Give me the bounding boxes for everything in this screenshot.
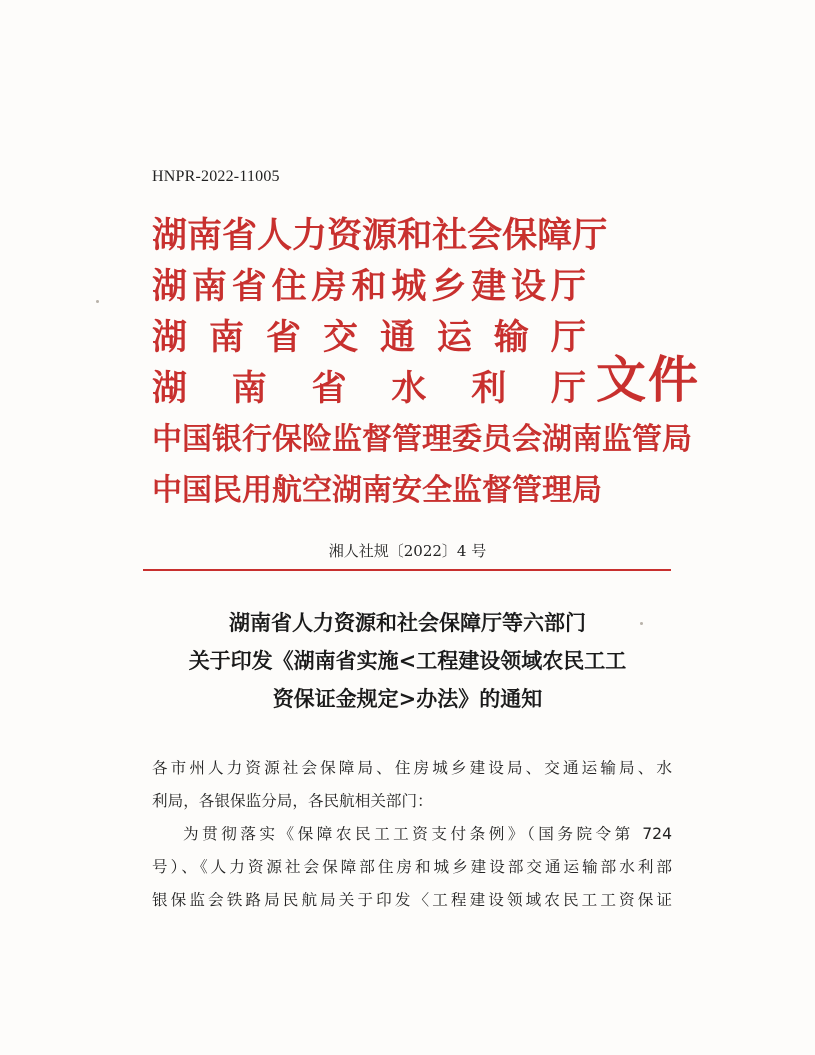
issuer-char: 管 bbox=[392, 422, 422, 457]
issuer-char: 水 bbox=[391, 368, 427, 409]
issuer-char: 南 bbox=[362, 473, 392, 508]
issuer-char: 理 bbox=[542, 473, 572, 508]
issuer-char: 国 bbox=[182, 422, 212, 457]
issuer-char: 民 bbox=[212, 473, 242, 508]
issuer-char: 运 bbox=[436, 317, 472, 358]
issuer-char: 省 bbox=[311, 368, 347, 409]
body-line: 银保监会铁路局民航局关于印发〈工程建设领域农民工工资保证 bbox=[152, 891, 672, 909]
body-line: 为贯彻落实《保障农民工工资支付条例》（国务院令第 724 bbox=[183, 825, 672, 843]
document-number: 湘人社规〔2022〕4 号 bbox=[328, 542, 487, 560]
issuer-char: 南 bbox=[187, 215, 223, 256]
issuer-char: 局 bbox=[662, 422, 692, 457]
issuer-char: 厅 bbox=[550, 317, 586, 358]
body-line: 号）、《人力资源社会保障部住房和城乡建设部交通运输部水利部 bbox=[152, 858, 672, 876]
issuer-char: 房 bbox=[311, 266, 347, 307]
issuer-char: 南 bbox=[572, 422, 602, 457]
issuer-char: 湖 bbox=[542, 422, 572, 457]
issuer-char: 银 bbox=[212, 422, 242, 457]
notice-title bbox=[0, 604, 815, 718]
issuer-char: 保 bbox=[502, 215, 538, 256]
issuer-char: 通 bbox=[379, 317, 415, 358]
issuer-char: 中 bbox=[152, 422, 182, 457]
issuer-char: 监 bbox=[452, 473, 482, 508]
issuer-char: 管 bbox=[512, 473, 542, 508]
issuer-char: 省 bbox=[231, 266, 267, 307]
issuer-water bbox=[152, 363, 586, 414]
issuer-char: 员 bbox=[482, 422, 512, 457]
issuer-char: 会 bbox=[467, 215, 503, 256]
issuer-char: 城 bbox=[391, 266, 427, 307]
issuer-char: 省 bbox=[265, 317, 301, 358]
issuer-char: 用 bbox=[242, 473, 272, 508]
scan-speck bbox=[96, 300, 99, 303]
issuer-char: 设 bbox=[511, 266, 547, 307]
issuer-char: 交 bbox=[322, 317, 358, 358]
body-line: 利局，各银保监分局，各民航相关部门： bbox=[152, 792, 433, 810]
issuer-char: 输 bbox=[493, 317, 529, 358]
issuer-char: 人 bbox=[257, 215, 293, 256]
issuer-transport bbox=[152, 312, 586, 363]
issuer-char: 监 bbox=[602, 422, 632, 457]
issuer-char: 会 bbox=[512, 422, 542, 457]
issuer-char: 行 bbox=[242, 422, 272, 457]
issuer-char: 局 bbox=[572, 473, 602, 508]
issuer-char: 障 bbox=[537, 215, 573, 256]
issuer-char: 厅 bbox=[550, 368, 586, 409]
issuer-char: 省 bbox=[222, 215, 258, 256]
scan-speck bbox=[640, 622, 643, 625]
title-line: 湖南省人力资源和社会保障厅等六部门 bbox=[229, 610, 586, 635]
issuer-char: 险 bbox=[302, 422, 332, 457]
issuer-char: 南 bbox=[231, 368, 267, 409]
issuer-char: 理 bbox=[422, 422, 452, 457]
issuer-char: 住 bbox=[271, 266, 307, 307]
issuer-char: 利 bbox=[471, 368, 507, 409]
document-code: HNPR-2022-11005 bbox=[152, 168, 280, 185]
issuer-cbirc bbox=[152, 414, 692, 465]
title-line: 资保证金规定>办法》的通知 bbox=[272, 686, 543, 711]
red-divider bbox=[143, 569, 671, 571]
issuer-char: 资 bbox=[327, 215, 363, 256]
issuer-char: 委 bbox=[452, 422, 482, 457]
title-line: 关于印发《湖南省实施<工程建设领域农民工工 bbox=[188, 648, 627, 673]
issuer-char: 中 bbox=[152, 473, 182, 508]
issuer-char: 监 bbox=[332, 422, 362, 457]
issuer-char: 建 bbox=[471, 266, 507, 307]
body-line: 各市州人力资源社会保障局、住房城乡建设局、交通运输局、水 bbox=[152, 759, 672, 777]
issuer-char: 厅 bbox=[550, 266, 586, 307]
issuer-char: 督 bbox=[482, 473, 512, 508]
issuer-char: 湖 bbox=[152, 368, 188, 409]
issuer-char: 空 bbox=[302, 473, 332, 508]
file-mark: 文件 bbox=[596, 351, 700, 409]
issuer-char: 湖 bbox=[332, 473, 362, 508]
issuer-char: 湖 bbox=[152, 215, 188, 256]
issuer-char: 源 bbox=[362, 215, 398, 256]
issuer-char: 力 bbox=[292, 215, 328, 256]
issuer-char: 湖 bbox=[152, 317, 188, 358]
issuer-char: 社 bbox=[432, 215, 468, 256]
issuer-char: 航 bbox=[272, 473, 302, 508]
issuer-char: 南 bbox=[208, 317, 244, 358]
issuer-char: 保 bbox=[272, 422, 302, 457]
issuer-char: 和 bbox=[397, 215, 433, 256]
issuer-char: 厅 bbox=[572, 215, 608, 256]
issuer-char: 南 bbox=[191, 266, 227, 307]
issuer-char: 管 bbox=[632, 422, 662, 457]
issuer-char: 和 bbox=[351, 266, 387, 307]
issuer-hrss bbox=[152, 210, 608, 261]
body-text bbox=[152, 752, 672, 917]
issuer-caac bbox=[152, 465, 602, 516]
issuer-char: 督 bbox=[362, 422, 392, 457]
issuer-char: 湖 bbox=[152, 266, 188, 307]
issuer-char: 安 bbox=[392, 473, 422, 508]
issuer-char: 国 bbox=[182, 473, 212, 508]
issuer-char: 乡 bbox=[431, 266, 467, 307]
issuer-char: 全 bbox=[422, 473, 452, 508]
issuer-housing bbox=[152, 261, 586, 312]
